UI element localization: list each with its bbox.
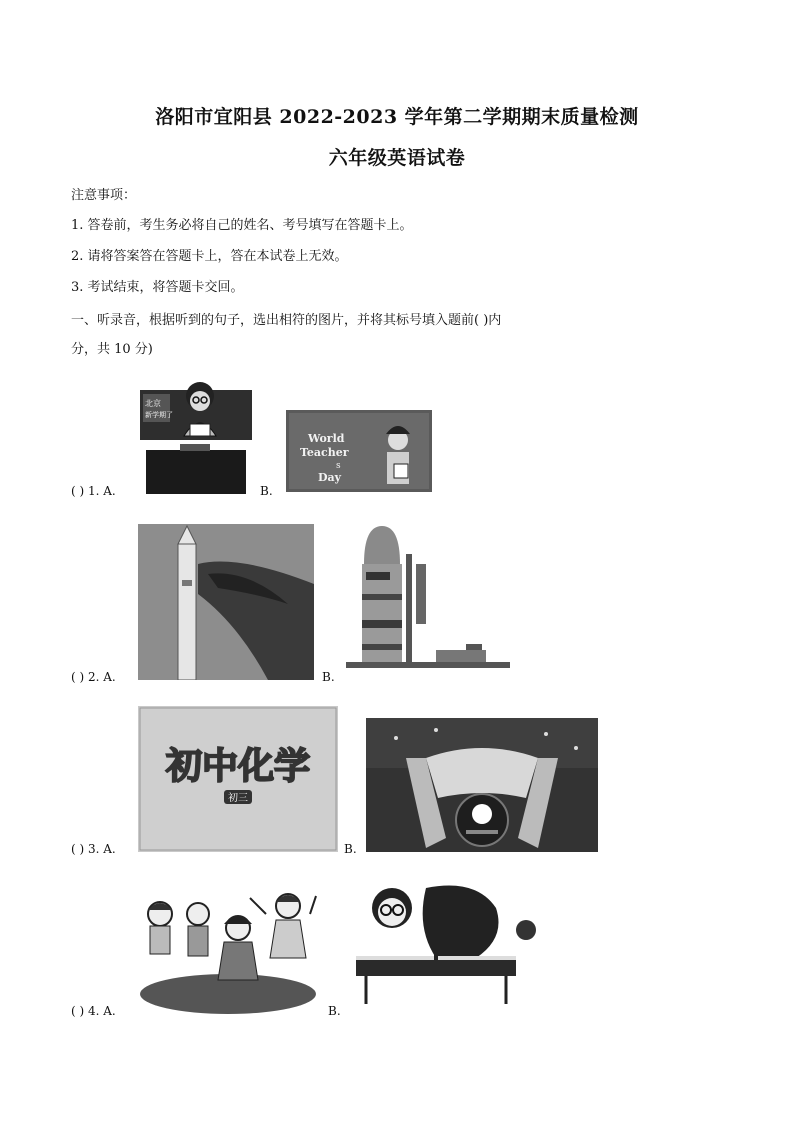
question-3-label: ( ) 3. A. xyxy=(71,842,116,856)
q1a-board-text-2: 新学期了 xyxy=(145,411,173,419)
note-item-2: 2. 请将答案答在答题卡上，答在本试卷上无效。 xyxy=(71,249,348,264)
question-4-option-b: B. xyxy=(328,1004,341,1018)
q1-image-a-teacher-classroom xyxy=(140,376,252,494)
q1-image-b-teachers-day xyxy=(286,410,432,492)
question-1-option-b: B. xyxy=(260,484,273,498)
question-2-label: ( ) 2. A. xyxy=(71,670,116,684)
q3a-grade-text: 初三 xyxy=(228,793,248,804)
q2-image-b-rocket-on-pad xyxy=(346,524,510,682)
section-instruction-cont: 分，共 10 分) xyxy=(71,342,153,357)
question-1-label: ( ) 1. A. xyxy=(71,484,116,498)
q2-image-a-rocket-launch xyxy=(138,524,314,680)
q3a-chemistry-text: 初中化学 xyxy=(165,745,311,787)
question-4-label: ( ) 4. A. xyxy=(71,1004,116,1018)
question-3-option-b: B. xyxy=(344,842,357,856)
q1b-text-day: Day xyxy=(318,471,342,484)
exam-subtitle: 六年级英语试卷 xyxy=(328,147,466,169)
q1b-text-teacher: Teacher xyxy=(300,446,349,459)
section-instruction: 一、听录音，根据听到的句子，选出相符的图片，并将其标号填入题前( )内 xyxy=(71,313,502,328)
q3-image-a-chemistry-title xyxy=(138,706,338,852)
q1b-text-world: World xyxy=(308,432,345,445)
note-item-3: 3. 考试结束，将答题卡交回。 xyxy=(71,280,244,295)
q4-image-b-ping-pong xyxy=(356,878,542,1012)
q4-image-a-children-dancing xyxy=(138,884,318,1016)
notes-heading: 注意事项： xyxy=(71,188,137,203)
exam-title: 洛阳市宜阳县 2022-2023 学年第二学期期末质量检测 xyxy=(155,106,639,128)
q1b-text-s: s xyxy=(336,461,341,471)
q3-image-b-hands-holding-emblem xyxy=(366,718,598,852)
q1a-board-text-1: 北京 xyxy=(145,399,161,408)
question-2-option-b: B. xyxy=(322,670,335,684)
note-item-1: 1. 答卷前，考生务必将自己的姓名、考号填写在答题卡上。 xyxy=(71,218,413,233)
